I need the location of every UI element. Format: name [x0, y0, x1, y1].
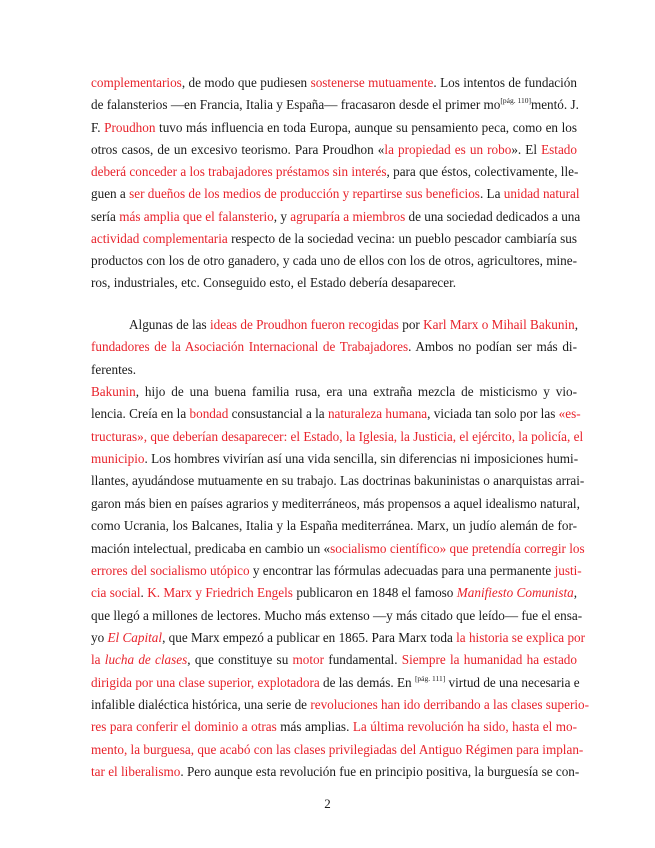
text-run: F. [91, 119, 105, 135]
highlighted-text: lucha de clases [104, 652, 188, 668]
text-run: , viciada tan solo por las [427, 406, 559, 422]
text-line [91, 428, 584, 445]
text-run: productos con los de otro ganadero, y cada uno de ellos con los de otros, agricultores, mine- [91, 253, 577, 268]
text-run: de falansterios —en Francia, Italia y España— fracasaron desde el primer mo [91, 97, 501, 113]
highlighted-text: la [91, 652, 105, 668]
highlighted-text: Estado [541, 141, 577, 157]
text-line [91, 495, 580, 512]
highlighted-text: complementarios [91, 75, 182, 90]
text-line [91, 231, 577, 247]
text-line [91, 406, 581, 422]
text-run: de las demás. En [319, 674, 415, 690]
text-line [91, 741, 584, 758]
text-run: , que Marx empezó a publicar en 1865. Para Marx toda [162, 629, 457, 645]
text-run: guen a [91, 186, 130, 202]
text-run: , [573, 585, 578, 601]
text-run: ros, industriales, etc. Conseguido esto, el Estado debería desaparecer. [91, 275, 457, 291]
text-line [91, 97, 577, 113]
page-marker: [pág. 111] [414, 673, 446, 683]
highlighted-text: motor [292, 652, 325, 668]
highlighted-text: dirigida por una clase superior, explotadora [91, 674, 320, 690]
text-line [91, 142, 577, 158]
highlighted-text: ser dueños de los medios de producción y repartirse sus beneficios [129, 186, 480, 202]
text-run: de una sociedad dedicados a una [405, 208, 581, 224]
text-run: . Los intentos de fundación [433, 75, 577, 90]
text-line [91, 764, 580, 780]
text-line [91, 473, 585, 489]
highlighted-text: actividad complementaria [91, 230, 228, 246]
text-run: por [398, 317, 424, 332]
text-line [91, 120, 577, 136]
text-run: Algunas de las [129, 317, 210, 332]
highlighted-text: sostenerse mutuamente [310, 75, 434, 90]
text-line [91, 208, 581, 225]
text-run: lencia. Creía en la [91, 406, 190, 422]
text-run: , [574, 317, 579, 332]
text-run: mentó. J. [530, 97, 579, 113]
text-line [91, 451, 577, 467]
highlighted-text: Proudhon [104, 119, 156, 135]
highlighted-text: socialismo científico» que pretendía corregir los [330, 540, 585, 556]
text-run: como Ucrania, los Balcanes, Italia y la España mediterránea. Marx, un judío alemán de for- [91, 518, 577, 534]
highlighted-text: Manifiesto Comunista [456, 585, 574, 601]
text-run: , que constituye su [187, 652, 293, 668]
text-line [91, 585, 577, 601]
text-line [91, 540, 585, 557]
text-line [91, 362, 577, 378]
highlighted-text: mento, la burguesa, que acabó con las clases privilegiadas del Antiguo Régimen para implan- [91, 741, 584, 757]
highlighted-text: El Capital [107, 629, 163, 645]
text-run: publicaron en 1848 el famoso [292, 585, 457, 601]
text-line [91, 339, 577, 355]
highlighted-text: naturaleza humana [327, 406, 428, 422]
text-run: fundamental. [324, 652, 402, 668]
highlighted-text: La última revolución ha sido, hasta el mo- [352, 719, 577, 735]
highlighted-text: Bakunin [91, 384, 136, 400]
text-line [91, 673, 580, 691]
text-run: . Los hombres vivirían así una vida sencilla, sin diferencias ni imposiciones humi- [144, 451, 579, 467]
text-run: llantes, ayudándose mutuamente en su trabajo. Las doctrinas bakuninistas o anarquistas arrai- [91, 473, 585, 489]
highlighted-text: res para conferir el dominio a otras [91, 719, 277, 735]
highlighted-text: deberá conceder a los trabajadores préstamos sin interés [91, 164, 387, 179]
text-run: , y [273, 208, 291, 224]
highlighted-text: Karl Marx o Mihail Bakunin [423, 317, 575, 332]
text-line [91, 253, 577, 269]
text-run: sería [91, 208, 120, 224]
text-run: infalible dialéctica histórica, una serie de [91, 696, 311, 712]
text-run: , de modo que pudiesen [181, 75, 311, 90]
text-run: ferentes. [91, 361, 137, 377]
text-run: otros casos, de un excesivo teorismo. Para Proudhon « [91, 141, 385, 157]
highlighted-text: la propiedad es un robo [384, 141, 512, 157]
text-line [91, 629, 586, 646]
text-run: . [140, 585, 148, 601]
highlighted-text: municipio [91, 451, 145, 467]
text-run: virtud de una necesaria e [445, 674, 580, 690]
highlighted-text: cia social [91, 585, 141, 601]
text-run: y encontrar las fórmulas adecuadas para una permanente [249, 562, 555, 578]
text-line [91, 719, 577, 735]
highlighted-text: unidad natural [503, 186, 580, 202]
highlighted-text: tructuras», que deberían desaparecer: el Estado, la Iglesia, la Justicia, el ejército, la policía, el [91, 428, 584, 444]
page-number: 2 [324, 796, 331, 811]
highlighted-text: la historia se explica por [456, 629, 586, 645]
text-line [91, 696, 590, 713]
highlighted-text: agruparía a miembros [290, 208, 406, 224]
text-run: respecto de la sociedad vecina: un pueblo pescador cambiaría sus [227, 230, 577, 246]
highlighted-text: más amplia que el falansterio [119, 208, 274, 224]
highlighted-text: «es- [558, 406, 581, 422]
text-line [91, 275, 577, 291]
text-line [91, 652, 577, 668]
text-run: . La [479, 186, 504, 202]
text-run: mación intelectual, predicaba en cambio un « [91, 540, 331, 556]
highlighted-text: bondad [189, 406, 229, 422]
highlighted-text: revoluciones han ido derribando a las clases superio- [310, 696, 590, 712]
text-run: . Pero aunque esta revolución fue en principio positiva, la burguesía se con- [180, 764, 580, 779]
text-run: , para que éstos, colectivamente, lle- [386, 164, 579, 179]
text-run: , hijo de una buena familia rusa, era una extraña mezcla de misticismo y vio- [135, 384, 577, 400]
text-run: yo [91, 629, 108, 645]
highlighted-text: ideas de Proudhon fueron recogidas [209, 317, 399, 332]
text-line [129, 317, 577, 333]
text-run: tuvo más influencia en toda Europa, aunque su pensamiento peca, como en los [155, 119, 577, 135]
highlighted-text: K. Marx y Friedrich Engels [147, 585, 293, 601]
text-run: . Ambos no podían ser más di- [408, 339, 577, 355]
text-run: más amplias. [276, 719, 353, 735]
highlighted-text: errores del socialismo utópico [91, 562, 250, 578]
text-run: garon más bien en países agrarios y mediterráneos, más propensos a aquel idealismo natural, [91, 495, 580, 511]
text-line [91, 164, 577, 180]
text-run: que llegó a millones de lectores. Mucho más extenso —y más citado que leído— fue el ensa- [91, 607, 583, 623]
highlighted-text: Siempre la humanidad ha estado [401, 652, 577, 668]
highlighted-text: fundadores de la Asociación Internacional de Trabajadores [91, 339, 409, 355]
page-marker: [pág. 110] [500, 96, 531, 106]
text-line [91, 607, 583, 624]
text-line [91, 186, 580, 202]
highlighted-text: justi- [554, 562, 582, 578]
highlighted-text: tar el liberalismo [91, 764, 181, 779]
text-run: ». El [511, 141, 542, 157]
text-line [91, 384, 577, 400]
text-line [91, 75, 577, 91]
text-line [91, 518, 577, 534]
text-line [91, 562, 582, 579]
text-run: consustancial a la [228, 406, 328, 422]
